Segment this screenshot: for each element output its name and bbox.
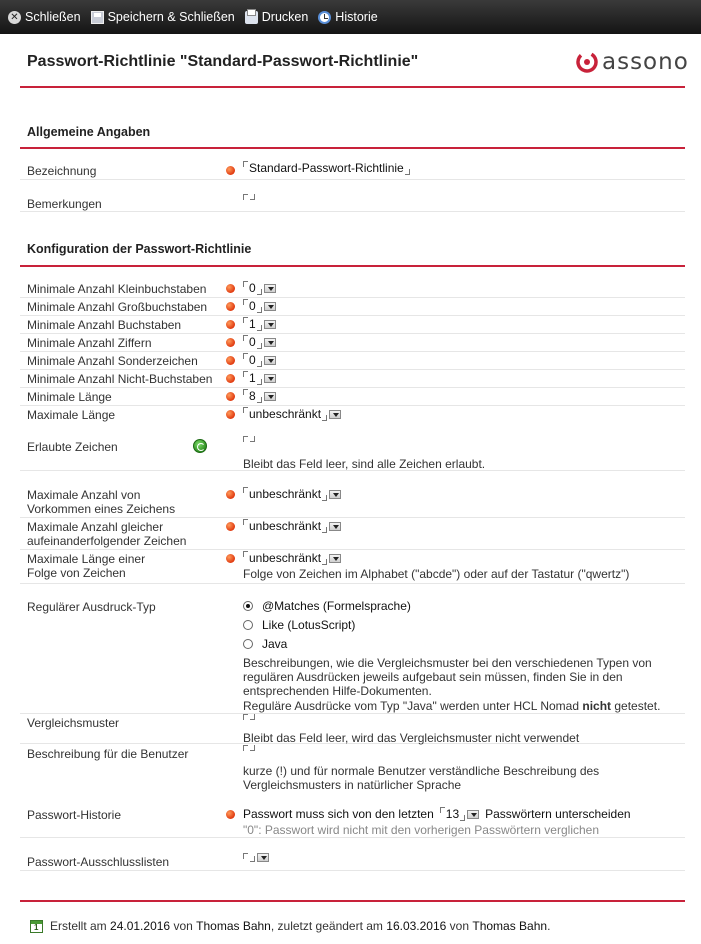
by-text: von [449,919,470,933]
history-suffix: Passwörtern unterscheiden [485,807,631,821]
radio-checked-icon[interactable] [243,601,253,611]
min-special-select[interactable] [243,353,276,367]
min-nonletters-select[interactable] [243,371,276,385]
print-label: Drucken [261,10,309,24]
created-by: Thomas Bahn [196,919,271,933]
min-letters-label: Minimale Anzahl Buchstaben [27,318,182,332]
max-same-label-line1: Maximale Anzahl gleicher [27,520,164,534]
regex-hint-line4: Reguläre Ausdrücke vom Typ "Java" werden unter HCL Nomad nicht getestet. [243,699,661,713]
history-label: Historie [335,10,378,24]
section-title-config: Konfiguration der Passwort-Richtlinie [27,242,252,256]
max-seq-label-line1: Maximale Länge einer [27,552,146,566]
remarks-label: Bemerkungen [27,197,102,211]
refresh-icon[interactable] [193,439,207,453]
max-seq-label-line2: Folge von Zeichen [27,566,126,580]
description-field[interactable] [243,745,255,751]
assono-logo-icon [576,51,598,73]
regex-type-label: Regulärer Ausdruck-Typ [27,600,156,614]
row-min-nonletters [20,370,685,388]
row-min-digits [20,334,685,352]
changed-by: Thomas Bahn [472,919,548,933]
row-max-occurrences [20,486,685,518]
min-letters-select[interactable] [243,317,276,331]
regex-option-label: @Matches (Formelsprache) [262,599,411,613]
name-value: Standard-Passwort-Richtlinie [249,161,404,175]
row-min-lower [20,280,685,298]
chevron-down-icon[interactable] [264,302,276,311]
description-label: Beschreibung für die Benutzer [27,747,189,761]
toolbar [0,0,701,34]
required-icon [226,374,235,383]
max-length-label: Maximale Länge [27,408,116,422]
close-button-label: Schließen [25,10,81,24]
min-special-label: Minimale Anzahl Sonderzeichen [27,354,198,368]
min-digits-value: 0 [249,335,256,349]
name-label: Bezeichnung [27,164,97,178]
chevron-down-icon[interactable] [264,338,276,347]
created-prefix: Erstellt am [50,919,107,933]
max-seq-value: unbeschränkt [249,551,322,565]
password-history-control [243,807,631,821]
row-allowed-chars [20,425,685,471]
pattern-label: Vergleichsmuster [27,716,120,730]
footer-divider [20,900,685,902]
chevron-down-icon[interactable] [264,320,276,329]
min-length-select[interactable] [243,389,276,403]
min-upper-value: 0 [249,299,256,313]
max-occ-label-line2: Vorkommen eines Zeichens [27,502,176,516]
min-length-label: Minimale Länge [27,390,112,404]
history-count-select[interactable] [440,807,479,821]
regex-hint-line3: entsprechenden Hilfe-Dokumenten. [243,684,432,698]
logo-text: assono [602,49,689,75]
max-occ-label-line1: Maximale Anzahl von [27,488,141,502]
row-max-same [20,518,685,550]
max-same-label-line2: aufeinanderfolgender Zeichen [27,534,187,548]
chevron-down-icon[interactable] [264,392,276,401]
description-hint-line1: kurze (!) und für normale Benutzer verständliche Beschreibung des [243,764,600,778]
required-icon [226,320,235,329]
pattern-hint: Bleibt das Feld leer, wird das Vergleichsmuster nicht verwendet [243,731,580,745]
max-same-select[interactable] [243,519,341,533]
row-min-length [20,388,685,406]
row-name [20,158,685,180]
chevron-down-icon[interactable] [329,410,341,419]
max-seq-hint: Folge von Zeichen im Alphabet ("abcde") oder auf der Tastatur ("qwertz") [243,567,630,581]
required-icon [226,490,235,499]
section-title-general: Allgemeine Angaben [27,125,151,139]
changed-date: 16.03.2016 [386,919,447,933]
exclusion-lists-select[interactable] [243,853,269,862]
required-icon [226,810,235,819]
min-upper-select[interactable] [243,299,276,313]
chevron-down-icon[interactable] [264,284,276,293]
chevron-down-icon[interactable] [264,374,276,383]
close-icon: ✕ [8,11,21,24]
row-description [20,745,685,791]
allowed-chars-label: Erlaubte Zeichen [27,440,118,454]
min-digits-select[interactable] [243,335,276,349]
max-same-value: unbeschränkt [249,519,322,533]
min-letters-value: 1 [249,317,256,331]
required-icon [226,284,235,293]
min-digits-label: Minimale Anzahl Ziffern [27,336,152,350]
row-exclusion-lists [20,853,685,871]
required-icon [226,410,235,419]
row-max-sequence [20,550,685,584]
min-length-value: 8 [249,389,256,403]
row-pattern [20,714,685,744]
calendar-icon [30,920,43,933]
chevron-down-icon[interactable] [257,853,269,862]
row-min-special [20,352,685,370]
max-length-select[interactable] [243,407,341,421]
description-hint-line2: Vergleichsmusters in natürlicher Sprache [243,778,462,792]
min-nonletters-label: Minimale Anzahl Nicht-Buchstaben [27,372,213,386]
required-icon [226,522,235,531]
password-history-hint: "0": Passwort wird nicht mit den vorherigen Passwörtern verglichen [243,823,600,837]
save-and-close-label: Speichern & Schließen [107,10,235,24]
row-remarks [20,191,685,212]
required-icon [226,554,235,563]
section-divider-general [20,147,685,149]
chevron-down-icon[interactable] [467,810,479,819]
save-icon [91,11,104,24]
header-divider [20,86,685,88]
regex-option-matches[interactable] [243,599,411,613]
history-prefix: Passwort muss sich von den letzten [243,807,434,821]
max-occ-value: unbeschränkt [249,487,322,501]
chevron-down-icon[interactable] [264,356,276,365]
min-lower-value: 0 [249,281,256,295]
regex-option-java[interactable] [243,637,287,651]
regex-option-label: Like (LotusScript) [262,618,356,632]
required-icon [226,302,235,311]
min-nonletters-value: 1 [249,371,256,385]
print-button[interactable] [245,10,309,24]
row-min-upper [20,298,685,316]
history-count-value: 13 [445,807,460,821]
min-special-value: 0 [249,353,256,367]
section-divider-config [20,265,685,267]
row-password-history [20,806,685,838]
regex-option-like[interactable] [243,618,355,632]
close-button[interactable] [8,10,81,24]
footer-meta [30,919,550,933]
allowed-chars-field[interactable] [243,436,255,442]
radio-unchecked-icon[interactable] [243,620,253,630]
print-icon [245,11,258,24]
row-regex-type [20,598,685,714]
regex-option-label: Java [262,637,288,651]
pattern-field[interactable] [243,714,255,720]
required-icon [226,356,235,365]
changed-text: , zuletzt geändert am [270,919,383,933]
row-min-letters [20,316,685,334]
required-icon [226,166,235,175]
footer-end: . [547,919,551,933]
created-date: 24.01.2016 [110,919,171,933]
regex-hint-line2: regulären Ausdrücken jeweils aufgebaut sein müssen, finden Sie in den [243,670,623,684]
chevron-down-icon[interactable] [329,554,341,563]
by-text: von [173,919,193,933]
clock-icon [318,11,331,24]
save-and-close-button[interactable] [91,10,235,24]
required-icon [226,338,235,347]
row-max-length [20,406,685,424]
remarks-field[interactable] [243,194,255,200]
min-lower-select[interactable] [243,281,276,295]
regex-hint-line1: Beschreibungen, wie die Vergleichsmuster bei den verschiedenen Typen von [243,656,652,670]
name-field[interactable] [243,161,410,175]
min-lower-label: Minimale Anzahl Kleinbuchstaben [27,282,207,296]
required-icon [226,392,235,401]
password-history-label: Passwort-Historie [27,808,122,822]
page-title: Passwort-Richtlinie "Standard-Passwort-Richtlinie" [27,53,419,70]
exclusion-lists-label: Passwort-Ausschlusslisten [27,855,170,869]
max-occ-select[interactable] [243,487,341,501]
chevron-down-icon[interactable] [329,522,341,531]
max-length-value: unbeschränkt [249,407,322,421]
chevron-down-icon[interactable] [329,490,341,499]
min-upper-label: Minimale Anzahl Großbuchstaben [27,300,208,314]
logo [576,49,689,75]
allowed-chars-hint: Bleibt das Feld leer, sind alle Zeichen erlaubt. [243,457,486,471]
history-button[interactable] [318,10,377,24]
max-seq-select[interactable] [243,551,341,565]
radio-unchecked-icon[interactable] [243,639,253,649]
